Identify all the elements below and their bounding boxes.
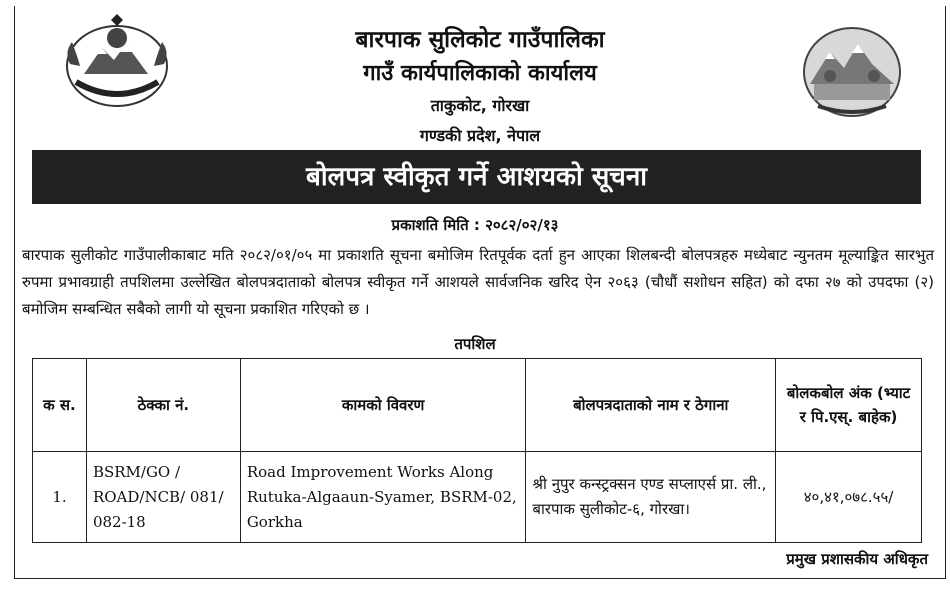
header-bidder-name-address: बोलपत्रदाताको नाम र ठेगाना [526, 359, 776, 452]
nepal-government-emblem-icon [62, 14, 172, 110]
header-contract-no: ठेक्का नं. [86, 359, 240, 452]
cell-contract-no: BSRM/GO / ROAD/NCB/ 081/ 082-18 [86, 452, 240, 543]
province-country: गण्डकी प्रदेश, नेपाल [419, 126, 541, 145]
header-serial: क स. [33, 359, 87, 452]
header-work-description: कामको विवरण [240, 359, 526, 452]
office-address: ताकुकोट, गोरखा [430, 96, 530, 115]
header-bid-amount: बोलकबोल अंक (भ्याट र पि.एस्. बाहेक) [776, 359, 922, 452]
municipality-name: बारपाक सुलिकोट गाउँपालिका [355, 27, 605, 53]
cell-serial: 1. [33, 452, 87, 543]
cell-bidder-name-address: श्री नुपुर कन्स्ट्रक्सन एण्ड सप्लाएर्स प्रा. ली., बारपाक सुलीकोट-६, गोरखा। [526, 452, 776, 543]
bid-details-table [32, 358, 922, 543]
signatory-title: प्रमुख प्रशासकीय अधिकृत [786, 550, 928, 568]
publication-date: प्रकाशति मिति : २०८२/०२/१३ [391, 216, 559, 234]
notice-body-paragraph: बारपाक सुलीकोट गाउँपालीकाबाट मति २०८२/०१/०५ मा प्रकाशति सूचना बमोजिम रितपूर्वक दर्ता हुन आएका शिलबन्दी बोलपत्रहरु मध्येबाट न्युनतम मूल्याङ्कित सारभुत रुपमा प्रभावग्राही तपशिलमा उल्लेखित बोलपत्रदाताको बोलपत्र स्वीकृत गर्ने आशयले सार्वजनिक खरिद ऐन २०६३ (चौधौं सशोधन सहित) को दफा २७ को उपदफा (२) बमोजिम सम्बन्धित सबैको लागी यो सूचना प्रकाशित गरिएको छ । [22, 246, 934, 318]
cell-bid-amount: ४०,४१,०७८.५५/ [776, 452, 922, 543]
table-subtitle: तपशिल [454, 335, 496, 353]
office-name: गाउँ कार्यपालिकाको कार्यालय [363, 61, 597, 86]
notice-title-banner: बोलपत्र स्वीकृत गर्ने आशयको सूचना [32, 150, 921, 204]
municipality-seal-icon [800, 24, 904, 120]
cell-work-description: Road Improvement Works Along Rutuka-Algaaun-Syamer, BSRM-02, Gorkha [240, 452, 526, 543]
table-row [33, 452, 922, 543]
table-header-row [33, 359, 922, 452]
